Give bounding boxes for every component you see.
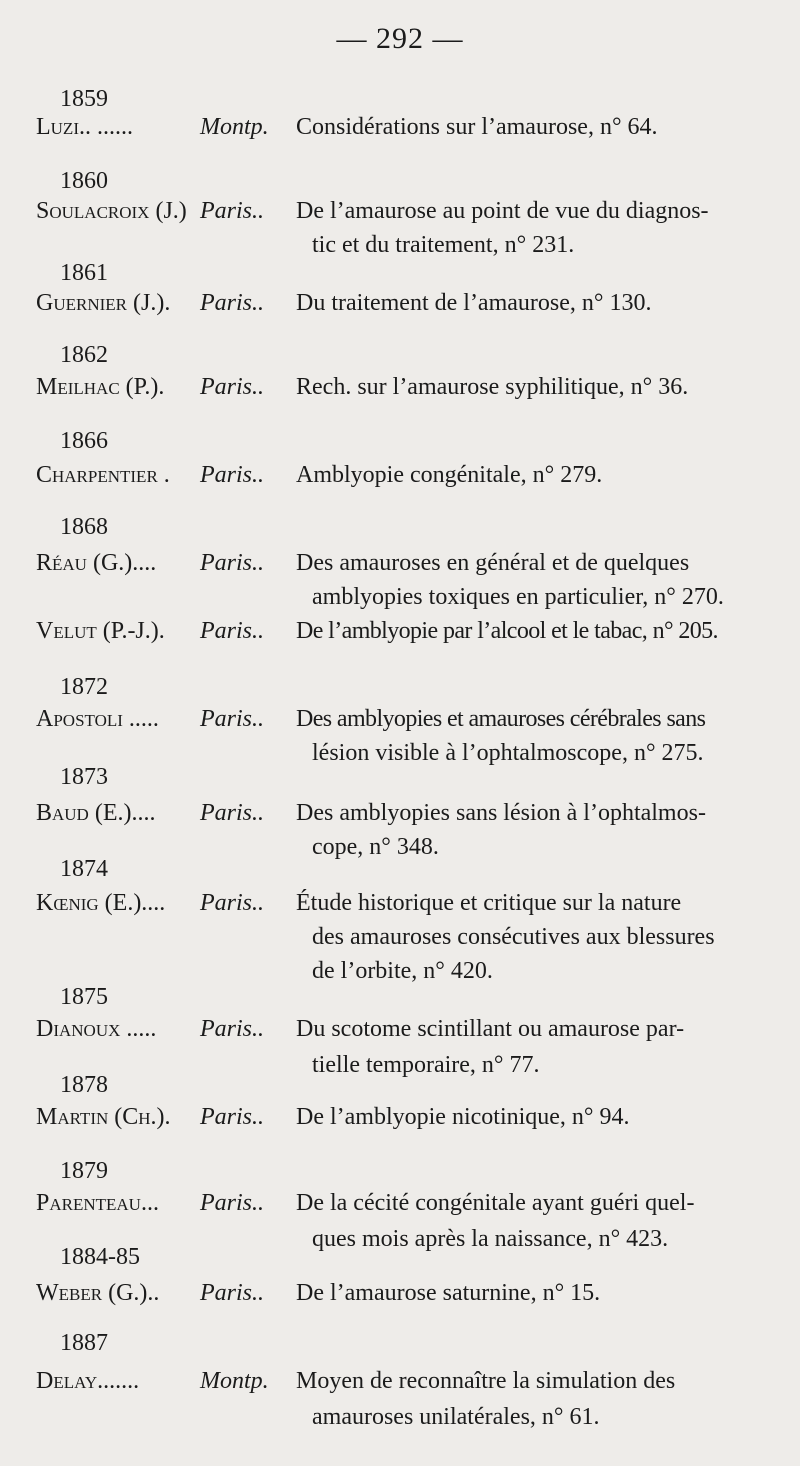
entry-title-line: cope, n° 348. [312, 834, 439, 860]
entry-title-line: Rech. sur l’amaurose syphilitique, n° 36. [296, 374, 689, 400]
entry-title-line: De l’amblyopie par l’alcool et le tabac, n° 205. [296, 618, 718, 644]
entry-title-line: Du scotome scintillant ou amaurose par- [296, 1016, 685, 1042]
entry-title-line: de l’orbite, n° 420. [312, 958, 493, 984]
entry-city: Paris.. [200, 618, 265, 644]
entry-title-line: Des amblyopies et amauroses cérébrales sans [296, 706, 706, 732]
entry-city: Paris.. [200, 550, 265, 576]
entry-year: 1872 [60, 674, 108, 700]
entry-city: Paris.. [200, 198, 265, 224]
entry-year: 1879 [60, 1158, 108, 1184]
entry-city: Paris.. [200, 706, 265, 732]
entry-title-line: Moyen de reconnaître la simulation des [296, 1368, 676, 1394]
entry-title-line: amblyopies toxiques en particulier, n° 270. [312, 584, 724, 610]
entry-title-line: tic et du traitement, n° 231. [312, 232, 575, 258]
entry-author: Luzi.. ...... [36, 114, 133, 140]
entry-city: Paris.. [200, 462, 265, 488]
entry-year: 1873 [60, 764, 108, 790]
entry-title-line: Considérations sur l’amaurose, n° 64. [296, 114, 658, 140]
entry-title-line: tielle temporaire, n° 77. [312, 1052, 540, 1078]
entry-author: Réau (G.).... [36, 550, 157, 576]
entry-city: Paris.. [200, 1016, 265, 1042]
entry-author: Delay....... [36, 1368, 140, 1394]
entry-author: Parenteau... [36, 1190, 159, 1216]
entry-year: 1861 [60, 260, 108, 286]
entry-title-line: De l’amaurose au point de vue du diagnos- [296, 198, 709, 224]
entry-title-line: Étude historique et critique sur la nature [296, 890, 682, 916]
entry-title-line: De la cécité congénitale ayant guéri quel- [296, 1190, 695, 1216]
page-number: — 292 — [336, 22, 464, 55]
entry-year: 1887 [60, 1330, 108, 1356]
entry-city: Paris.. [200, 1104, 265, 1130]
entry-title-line: De l’amblyopie nicotinique, n° 94. [296, 1104, 630, 1130]
entry-title-line: Des amblyopies sans lésion à l’ophtalmos- [296, 800, 706, 826]
entry-author: Kœnig (E.).... [36, 890, 166, 916]
entry-author: Guernier (J.). [36, 290, 171, 316]
entry-author: Velut (P.-J.). [36, 618, 165, 644]
entry-title-line: amauroses unilatérales, n° 61. [312, 1404, 600, 1430]
entry-author: Charpentier . [36, 462, 170, 488]
entry-author: Dianoux ..... [36, 1016, 157, 1042]
entry-title-line: lésion visible à l’ophtalmoscope, n° 275. [312, 740, 704, 766]
entry-title-line: ques mois après la naissance, n° 423. [312, 1226, 669, 1252]
entry-year: 1868 [60, 514, 108, 540]
entry-author: Meilhac (P.). [36, 374, 165, 400]
entry-city: Paris.. [200, 1280, 265, 1306]
entry-year: 1875 [60, 984, 108, 1010]
entry-title-line: des amauroses consécutives aux blessures [312, 924, 715, 950]
entry-author: Weber (G.).. [36, 1280, 160, 1306]
entry-author: Apostoli ..... [36, 706, 159, 732]
entry-author: Soulacroix (J.) [36, 198, 187, 224]
entry-year: 1860 [60, 168, 108, 194]
entry-year: 1862 [60, 342, 108, 368]
entry-city: Montp. [200, 114, 269, 140]
entry-year: 1878 [60, 1072, 108, 1098]
entry-author: Baud (E.).... [36, 800, 156, 826]
entry-year: 1884-85 [60, 1244, 140, 1270]
entry-title-line: Du traitement de l’amaurose, n° 130. [296, 290, 652, 316]
entry-title-line: Amblyopie congénitale, n° 279. [296, 462, 603, 488]
entry-title-line: Des amauroses en général et de quelques [296, 550, 690, 576]
entry-city: Paris.. [200, 374, 265, 400]
entry-year: 1866 [60, 428, 108, 454]
entry-year: 1874 [60, 856, 108, 882]
entry-city: Paris.. [200, 890, 265, 916]
entry-city: Montp. [200, 1368, 269, 1394]
entry-year: 1859 [60, 86, 108, 112]
entry-city: Paris.. [200, 1190, 265, 1216]
entry-author: Martin (Ch.). [36, 1104, 171, 1130]
entry-city: Paris.. [200, 290, 265, 316]
entry-city: Paris.. [200, 800, 265, 826]
entry-title-line: De l’amaurose saturnine, n° 15. [296, 1280, 601, 1306]
